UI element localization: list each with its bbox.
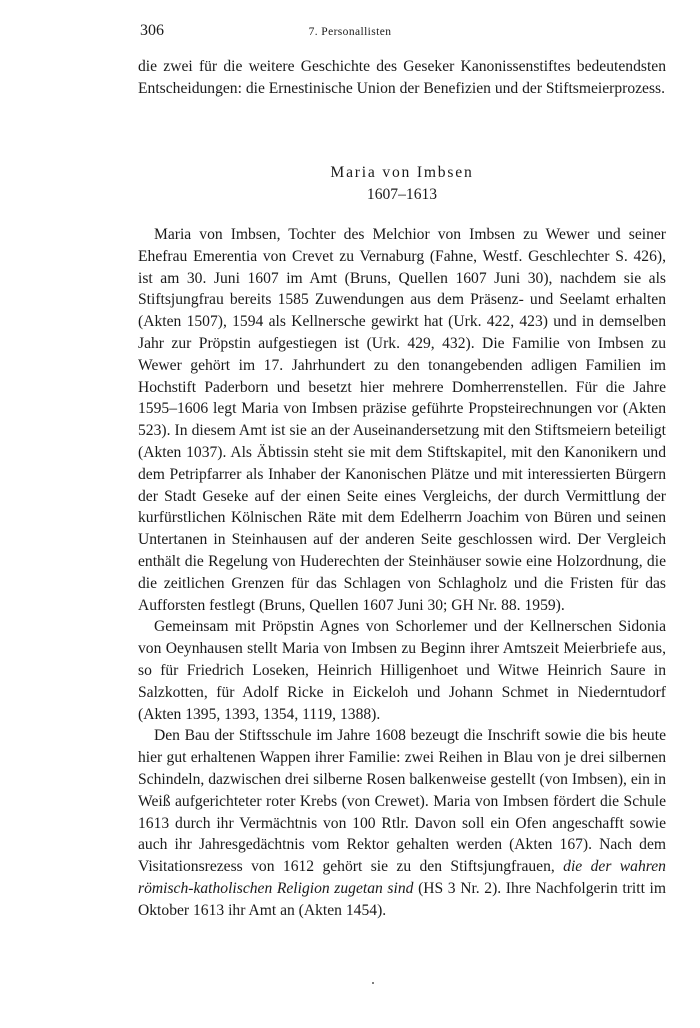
paragraph-2: Gemeinsam mit Pröpstin Agnes von Schorlemer und der Kellnerschen Sidonia von Oeynhausen stellt Maria von Imbsen zu Beginn ihrer Amtszeit Meierbriefe aus, so für Friedrich Loseken, Heinrich Hilligenhoet und Witwe Heinrich Saure in Salzkotten, für Adolf Ricke in Eickeloh und Johann Schmet in Niederntudorf (Akten 1395, 1393, 1354, 1119, 1388). xyxy=(138,618,666,723)
paragraph-3-end: (HS 3 Nr. 2). Ihre Nachfolgerin tritt im Oktober 1613 ihr Amt an (Akten 1454). xyxy=(138,879,666,919)
intro-paragraph: die zwei für die weitere Geschichte des Geseker Kanonissenstiftes bedeutendsten Entscheidungen: die Ernestinische Union der Benefizien und der Stiftsmeierprozess. xyxy=(138,58,666,97)
paragraph-3 xyxy=(138,725,666,921)
footer-dot xyxy=(372,982,374,984)
running-header: 7. Personallisten xyxy=(308,26,392,38)
section-name: Maria von Imbsen xyxy=(330,164,474,181)
section-years: 1607–1613 xyxy=(366,186,438,203)
paragraph-3-quote: die der wahren römisch-katholischen Religion zugetan sind xyxy=(138,858,666,897)
main-text xyxy=(138,224,666,922)
paragraph-3-text: Den Bau der Stiftsschule im Jahre 1608 bezeugt die Inschrift sowie die bis heute hier gut erhaltenen Wappen ihrer Familie: zwei Reihen in Blau von je drei silbernen Schindeln, dazwischen drei silberne Rosen balkenweise gestellt (von Imbsen), ein in Weiß aufgerichteter roter Krebs (von Crewet). Maria von Imbsen fördert die Schule 1613 durch ihr Vermächtnis von 100 Rtlr. Davon soll ein Ofen angeschafft sowie auch ihr Jahresgedächtnis vom Rektor gehalten werden (Akten 167). Nach dem Visitationsrezess von 1612 gehört sie zu den Stiftsjungfrauen, xyxy=(138,727,666,876)
paragraph-1: Maria von Imbsen, Tochter des Melchior von Imbsen zu Wewer und seiner Ehefrau Emerentia von Crevet zu Vernaburg (Fahne, Westf. Geschlechter S. 426), ist am 30. Juni 1607 im Amt (Bruns, Quellen 1607 Juni 30), nachdem sie als Stiftsjungfrau bereits 1585 Zuwendungen aus dem Präsenz- und Seelamt erhalten (Akten 1507), 1594 als Kellnersche gewirkt hat (Urk. 422, 423) und in demselben Jahr zur Pröpstin aufgestiegen ist (Urk. 429, 432). Die Familie von Imbsen zu Wewer gehört im 17. Jahrhundert zu den tonangebenden adligen Familien im Hochstift Paderborn und besetzt hier mehrere Domherrenstellen. Für die Jahre 1595–1606 legt Maria von Imbsen präzise geführte Propsteirechnungen vor (Akten 523). In diesem Amt ist sie an der Auseinandersetzung mit den Stiftsmeiern beteiligt (Akten 1037). Als Äbtissin steht sie mit dem Stiftskapitel, mit den Kanonikern und dem Petripfarrer als Inhaber der Kanonischen Plätze und mit interessierten Bürgern der Stadt Geseke auf der einen Seite eines Vergleichs, der durch Vermittlung der kurfürstlichen Kölnischen Räte mit dem Edelherrn Joachim von Büren und seinen Untertanen in Steinhausen auf der anderen Seite geschlossen wird. Der Vergleich enthält die Regelung von Huderechten der Steinhäuser sowie eine Holzordnung, die die zeitlichen Grenzen für das Schlagen von Schlagholz und die Fristen für das Aufforsten festlegt (Bruns, Quellen 1607 Juni 30; GH Nr. 88. 1959). xyxy=(138,226,666,614)
section-heading xyxy=(138,162,666,206)
page-number: 306 xyxy=(140,22,164,39)
